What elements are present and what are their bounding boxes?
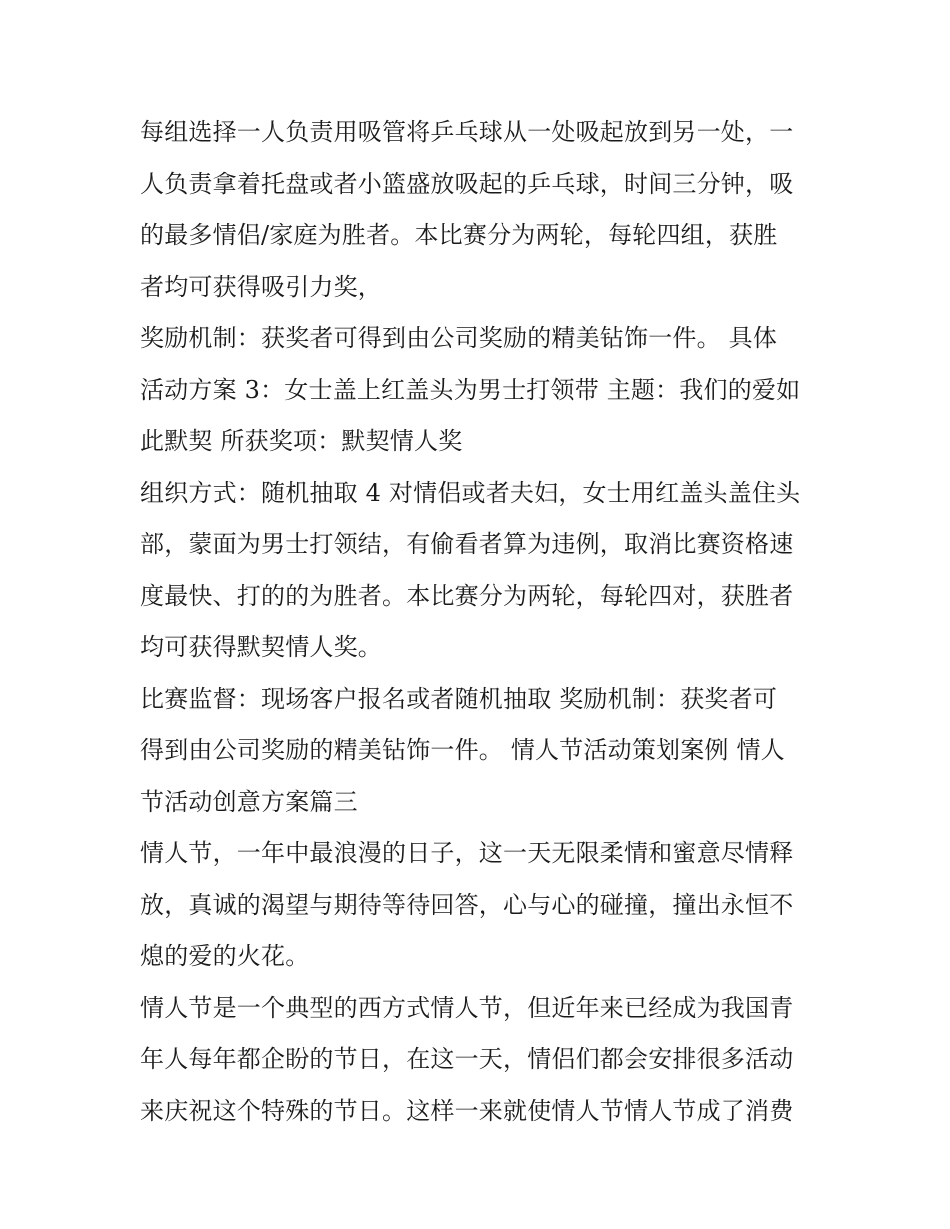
text-line: 来庆祝这个特殊的节日。这样一来就使情人节情人节成了消费 [140, 1096, 794, 1125]
text-line: 奖励机制：获奖者可得到由公司奖励的精美钻饰一件。 具体 [140, 324, 778, 352]
text-line: 的最多情侣/家庭为胜者。本比赛分为两轮，每轮四组，获胜 [140, 221, 778, 249]
text-line: 情人节，一年中最浪漫的日子，这一天无限柔情和蜜意尽情释 [140, 839, 794, 867]
text-line: 每组选择一人负责用吸管将乒乓球从一处吸起放到另一处，一 [140, 118, 794, 146]
text-line: 度最快、打的的为胜者。本比赛分为两轮，每轮四对，获胜者 [140, 581, 794, 610]
text-line: 情人节是一个典型的西方式情人节，但近年来已经成为我国青 [140, 993, 794, 1022]
text-line: 此默契 所获奖项：默契情人奖 [140, 427, 463, 455]
text-line: 均可获得默契情人奖。 [140, 633, 382, 661]
document-body [140, 107, 820, 1137]
text-line: 者均可获得吸引力奖， [140, 272, 382, 301]
text-line: 放，真诚的渴望与期待等待回答，心与心的碰撞，撞出永恒不 [140, 890, 794, 919]
text-line: 得到由公司奖励的精美钻饰一件。 情人节活动策划案例 情人 [140, 736, 785, 764]
text-line: 节活动创意方案篇三 [140, 787, 358, 816]
text-line: 活动方案 3：女士盖上红盖头为男士打领带 主题：我们的爱如 [140, 375, 801, 404]
text-line: 年人每年都企盼的节日，在这一天，情侣们都会安排很多活动 [140, 1045, 794, 1073]
text-line: 人负责拿着托盘或者小篮盛放吸起的乒乓球，时间三分钟，吸 [140, 169, 794, 198]
text-line: 部，蒙面为男士打领结，有偷看者算为违例，取消比赛资格速 [140, 530, 794, 558]
text-line: 比赛监督：现场客户报名或者随机抽取 奖励机制：获奖者可 [140, 684, 778, 713]
text-line: 熄的爱的火花。 [140, 942, 310, 970]
text-line: 组织方式：随机抽取 4 对情侣或者夫妇，女士用红盖头盖住头 [140, 478, 801, 507]
